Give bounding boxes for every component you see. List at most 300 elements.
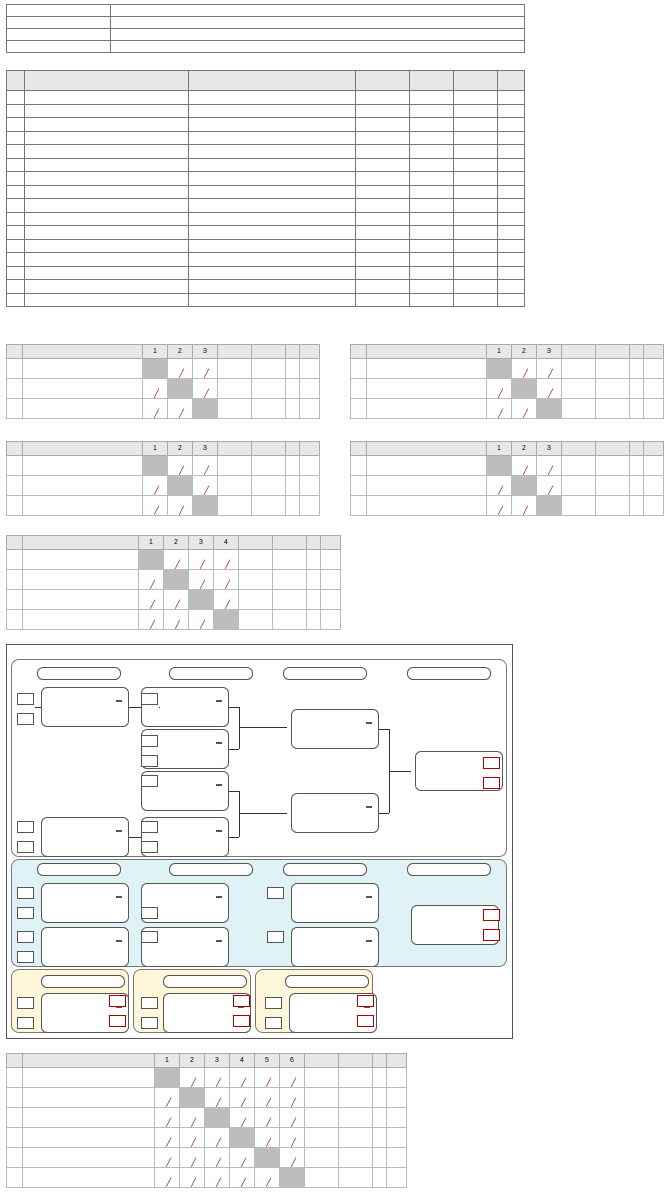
- player-name: [24, 158, 189, 172]
- seed-number: [141, 735, 158, 747]
- games-cell: [218, 379, 252, 399]
- slash-mark: ╱: [204, 466, 209, 475]
- result-cell: [512, 496, 537, 516]
- player-delta: [454, 280, 498, 294]
- player-name: [24, 280, 189, 294]
- column-header: [373, 1054, 387, 1068]
- slash-mark: ╱: [266, 1078, 271, 1087]
- slash-mark: ╱: [166, 1158, 171, 1167]
- player-rating: [410, 104, 454, 118]
- row-number: [7, 456, 23, 476]
- participant-cell: [367, 359, 487, 379]
- slash-mark: ╱: [175, 560, 180, 569]
- column-header: [300, 345, 320, 359]
- result-cell: [180, 1128, 205, 1148]
- group-row: [7, 456, 320, 476]
- bracket-connector: [229, 791, 239, 792]
- group-row: [7, 1148, 407, 1168]
- result-cell: [255, 1168, 280, 1188]
- group-row: [7, 359, 320, 379]
- column-header: [23, 345, 143, 359]
- participant-cell: [367, 496, 487, 516]
- final2-table: [6, 1053, 407, 1188]
- final-place: [483, 909, 500, 921]
- player-delta: [454, 239, 498, 253]
- match-box: [291, 709, 379, 749]
- sets-cell: [596, 379, 630, 399]
- result-cell: [214, 570, 239, 590]
- games-cell: [305, 1168, 339, 1188]
- player-rating: [410, 118, 454, 132]
- player-number: [7, 91, 25, 105]
- place-cell: [321, 550, 341, 570]
- points-cell: [286, 496, 300, 516]
- participant-cell: [23, 1068, 155, 1088]
- participant-cell: [367, 379, 487, 399]
- round-label: [283, 667, 367, 680]
- player-birth-year: [356, 280, 410, 294]
- match-number: [366, 806, 372, 808]
- result-cell: [230, 1168, 255, 1188]
- group-4-table: [350, 441, 664, 516]
- games-cell: [305, 1088, 339, 1108]
- player-row: [7, 118, 525, 132]
- result-cell: [143, 496, 168, 516]
- row-number: [351, 496, 367, 516]
- column-header: [367, 442, 487, 456]
- row-number: [7, 359, 23, 379]
- sets-cell: [273, 590, 307, 610]
- sets-cell: [252, 359, 286, 379]
- sets-cell: [273, 570, 307, 590]
- games-cell: [562, 496, 596, 516]
- tournament-info-table: [6, 4, 525, 53]
- sets-cell: [339, 1168, 373, 1188]
- player-number: [7, 158, 25, 172]
- sets-cell: [339, 1068, 373, 1088]
- player-delta: [454, 172, 498, 186]
- slash-mark: ╱: [498, 486, 503, 495]
- result-cell: [168, 399, 193, 419]
- participant-cell: [23, 1108, 155, 1128]
- player-delta: [454, 212, 498, 226]
- bracket-connector: [239, 791, 240, 837]
- result-cell: [255, 1088, 280, 1108]
- place-cell: [300, 379, 320, 399]
- row-number: [351, 379, 367, 399]
- player-place: [497, 253, 524, 267]
- slash-mark: ╱: [225, 600, 230, 609]
- placement-seed: [265, 1017, 282, 1029]
- slash-mark: ╱: [154, 486, 159, 495]
- result-cell: [193, 476, 218, 496]
- result-cell: [205, 1148, 230, 1168]
- result-cell: [537, 456, 562, 476]
- slash-mark: ╱: [548, 369, 553, 378]
- column-header: [644, 442, 664, 456]
- player-name: [24, 212, 189, 226]
- result-cell: [155, 1088, 180, 1108]
- column-header: 3: [189, 536, 214, 550]
- player-delta: [454, 118, 498, 132]
- info-value: [111, 41, 525, 53]
- result-cell: [155, 1108, 180, 1128]
- place-cell: [387, 1108, 407, 1128]
- slash-mark: ╱: [166, 1118, 171, 1127]
- consolation-seed: [17, 951, 34, 963]
- participant-cell: [367, 476, 487, 496]
- row-number: [7, 570, 23, 590]
- column-header: 1: [155, 1054, 180, 1068]
- points-cell: [373, 1068, 387, 1088]
- slash-mark: ╱: [150, 620, 155, 629]
- player-place: [497, 104, 524, 118]
- column-header: [286, 442, 300, 456]
- slash-mark: ╱: [204, 389, 209, 398]
- games-cell: [218, 456, 252, 476]
- points-cell: [630, 456, 644, 476]
- result-cell: [143, 476, 168, 496]
- player-name: [24, 293, 189, 307]
- slash-mark: ╱: [548, 486, 553, 495]
- column-header: [339, 1054, 373, 1068]
- participant-cell: [23, 379, 143, 399]
- match-number: [116, 830, 122, 832]
- final-place: [109, 1015, 126, 1027]
- self-cell: [193, 399, 218, 419]
- row-number: [7, 1068, 23, 1088]
- seed-number: [17, 693, 34, 705]
- row-number: [351, 359, 367, 379]
- match-box: [41, 883, 129, 923]
- sets-cell: [596, 359, 630, 379]
- match-number: [366, 940, 372, 942]
- group-row: [351, 359, 664, 379]
- group-row: [7, 1128, 407, 1148]
- player-row: [7, 266, 525, 280]
- round-label: [407, 667, 491, 680]
- player-rating: [410, 199, 454, 213]
- seed-number: [141, 693, 158, 705]
- result-cell: [230, 1068, 255, 1088]
- player-birth-year: [356, 266, 410, 280]
- player-rating: [410, 212, 454, 226]
- self-cell: [143, 359, 168, 379]
- player-city: [189, 253, 356, 267]
- bracket-connector: [239, 813, 287, 814]
- self-cell: [155, 1068, 180, 1088]
- place-cell: [644, 476, 664, 496]
- sets-cell: [252, 456, 286, 476]
- result-cell: [214, 590, 239, 610]
- result-cell: [487, 379, 512, 399]
- column-header: [23, 442, 143, 456]
- bracket-connector: [159, 707, 160, 708]
- column-header: [252, 442, 286, 456]
- result-cell: [512, 399, 537, 419]
- result-cell: [180, 1068, 205, 1088]
- games-cell: [562, 456, 596, 476]
- match-box: [291, 883, 379, 923]
- result-cell: [280, 1088, 305, 1108]
- column-header: [630, 345, 644, 359]
- row-number: [351, 476, 367, 496]
- points-cell: [286, 476, 300, 496]
- player-rating: [410, 172, 454, 186]
- slash-mark: ╱: [225, 560, 230, 569]
- slash-mark: ╱: [166, 1098, 171, 1107]
- bracket-connector: [229, 837, 239, 838]
- player-rating: [410, 253, 454, 267]
- row-number: [7, 1088, 23, 1108]
- column-header: [7, 345, 23, 359]
- player-delta: [454, 253, 498, 267]
- seed-number: [17, 821, 34, 833]
- group-row: [351, 496, 664, 516]
- group-row: [7, 590, 341, 610]
- slash-mark: ╱: [523, 409, 528, 418]
- player-place: [497, 185, 524, 199]
- slash-mark: ╱: [200, 620, 205, 629]
- player-rating: [410, 158, 454, 172]
- self-cell: [214, 610, 239, 630]
- info-value: [111, 29, 525, 41]
- result-cell: [155, 1128, 180, 1148]
- info-key: [7, 41, 111, 53]
- consolation-seed: [267, 931, 284, 943]
- place-cell: [644, 399, 664, 419]
- group-5-table: [6, 535, 341, 630]
- player-birth-year: [356, 172, 410, 186]
- self-cell: [143, 456, 168, 476]
- slash-mark: ╱: [154, 409, 159, 418]
- slash-mark: ╱: [498, 409, 503, 418]
- slash-mark: ╱: [154, 506, 159, 515]
- match-number: [216, 784, 222, 786]
- consolation-seed: [267, 887, 284, 899]
- group-row: [7, 496, 320, 516]
- player-place: [497, 118, 524, 132]
- player-name: [24, 239, 189, 253]
- round-label: [41, 975, 125, 988]
- seed-number: [17, 841, 34, 853]
- column-header: [189, 71, 356, 91]
- player-number: [7, 199, 25, 213]
- slash-mark: ╱: [179, 409, 184, 418]
- participant-cell: [23, 1168, 155, 1188]
- result-cell: [164, 590, 189, 610]
- player-rating: [410, 185, 454, 199]
- round-label: [285, 975, 369, 988]
- bracket-connector: [229, 707, 239, 708]
- player-birth-year: [356, 131, 410, 145]
- self-cell: [205, 1108, 230, 1128]
- points-cell: [307, 610, 321, 630]
- points-cell: [373, 1108, 387, 1128]
- player-city: [189, 145, 356, 159]
- sets-cell: [596, 476, 630, 496]
- column-header: [644, 345, 664, 359]
- column-header: 1: [143, 345, 168, 359]
- group-1-table: [6, 344, 320, 419]
- row-number: [7, 496, 23, 516]
- column-header: [7, 71, 25, 91]
- result-cell: [189, 610, 214, 630]
- result-cell: [205, 1068, 230, 1088]
- group-2-table: [350, 344, 664, 419]
- games-cell: [305, 1068, 339, 1088]
- column-header: 4: [214, 536, 239, 550]
- placement-seed: [17, 997, 34, 1009]
- participant-cell: [23, 456, 143, 476]
- sets-cell: [252, 496, 286, 516]
- points-cell: [373, 1168, 387, 1188]
- slash-mark: ╱: [200, 580, 205, 589]
- place-cell: [387, 1168, 407, 1188]
- player-city: [189, 239, 356, 253]
- participant-cell: [23, 359, 143, 379]
- seed-number: [17, 713, 34, 725]
- final-place: [233, 995, 250, 1007]
- match-number: [216, 830, 222, 832]
- slash-mark: ╱: [241, 1118, 246, 1127]
- player-number: [7, 185, 25, 199]
- slash-mark: ╱: [204, 486, 209, 495]
- match-number: [216, 896, 222, 898]
- player-place: [497, 91, 524, 105]
- place-cell: [387, 1088, 407, 1108]
- self-cell: [537, 399, 562, 419]
- points-cell: [630, 379, 644, 399]
- sets-cell: [339, 1108, 373, 1128]
- row-number: [7, 1128, 23, 1148]
- sets-cell: [596, 399, 630, 419]
- result-cell: [205, 1128, 230, 1148]
- column-header: 2: [168, 345, 193, 359]
- sets-cell: [252, 399, 286, 419]
- participants-table: [6, 70, 525, 307]
- column-header: [356, 71, 410, 91]
- player-delta: [454, 145, 498, 159]
- player-name: [24, 199, 189, 213]
- player-name: [24, 118, 189, 132]
- result-cell: [164, 610, 189, 630]
- slash-mark: ╱: [216, 1098, 221, 1107]
- final-place: [483, 777, 500, 789]
- result-cell: [230, 1108, 255, 1128]
- result-cell: [143, 399, 168, 419]
- final-place: [233, 1015, 250, 1027]
- match-number: [216, 940, 222, 942]
- player-rating: [410, 266, 454, 280]
- slash-mark: ╱: [291, 1078, 296, 1087]
- result-cell: [205, 1088, 230, 1108]
- participant-cell: [23, 610, 139, 630]
- column-header: [351, 345, 367, 359]
- participant-cell: [23, 476, 143, 496]
- player-birth-year: [356, 253, 410, 267]
- result-cell: [537, 476, 562, 496]
- group-row: [7, 1088, 407, 1108]
- games-cell: [305, 1128, 339, 1148]
- final-place: [357, 1015, 374, 1027]
- column-header: 1: [143, 442, 168, 456]
- column-header: [7, 536, 23, 550]
- games-cell: [239, 550, 273, 570]
- player-rating: [410, 91, 454, 105]
- match-number: [216, 742, 222, 744]
- participant-cell: [367, 399, 487, 419]
- column-header: [239, 536, 273, 550]
- group-3-table: [6, 441, 320, 516]
- result-cell: [280, 1148, 305, 1168]
- result-cell: [487, 399, 512, 419]
- player-number: [7, 172, 25, 186]
- column-header: 2: [168, 442, 193, 456]
- row-number: [7, 590, 23, 610]
- consolation-seed: [141, 931, 158, 943]
- column-header: 2: [164, 536, 189, 550]
- points-cell: [630, 359, 644, 379]
- final-place: [109, 995, 126, 1007]
- games-cell: [305, 1108, 339, 1128]
- place-cell: [300, 476, 320, 496]
- participant-cell: [23, 1128, 155, 1148]
- games-cell: [562, 476, 596, 496]
- result-cell: [139, 590, 164, 610]
- self-cell: [487, 456, 512, 476]
- slash-mark: ╱: [291, 1098, 296, 1107]
- player-place: [497, 212, 524, 226]
- group-row: [351, 456, 664, 476]
- placement-seed: [141, 1017, 158, 1029]
- slash-mark: ╱: [241, 1078, 246, 1087]
- bracket-connector: [35, 707, 41, 708]
- round-label: [37, 667, 121, 680]
- match-number: [216, 700, 222, 702]
- player-delta: [454, 131, 498, 145]
- player-place: [497, 199, 524, 213]
- player-row: [7, 172, 525, 186]
- placement-seed: [265, 997, 282, 1009]
- place-cell: [644, 496, 664, 516]
- self-cell: [139, 550, 164, 570]
- slash-mark: ╱: [200, 560, 205, 569]
- player-place: [497, 145, 524, 159]
- player-number: [7, 239, 25, 253]
- seed-number: [141, 775, 158, 787]
- player-place: [497, 131, 524, 145]
- info-row: [7, 29, 525, 41]
- final-place: [357, 995, 374, 1007]
- games-cell: [239, 570, 273, 590]
- result-cell: [164, 550, 189, 570]
- group-row: [7, 550, 341, 570]
- match-number: [366, 896, 372, 898]
- player-number: [7, 212, 25, 226]
- player-row: [7, 239, 525, 253]
- player-row: [7, 158, 525, 172]
- player-delta: [454, 158, 498, 172]
- column-header: 6: [280, 1054, 305, 1068]
- points-cell: [286, 399, 300, 419]
- player-row: [7, 280, 525, 294]
- column-header: 1: [487, 345, 512, 359]
- column-header: [24, 71, 189, 91]
- slash-mark: ╱: [266, 1178, 271, 1187]
- match-box: [291, 793, 379, 833]
- row-number: [7, 1108, 23, 1128]
